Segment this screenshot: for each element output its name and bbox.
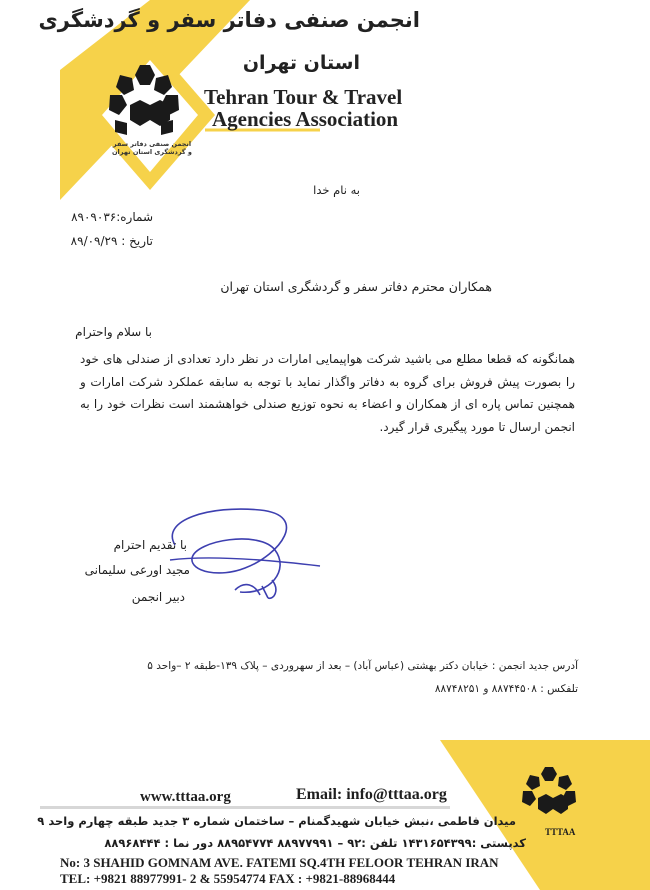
greeting: با سلام واحترام xyxy=(75,325,152,339)
closing: با تقدیم احترام xyxy=(113,538,187,552)
org-name-fa: انجمن صنفی دفاتر سفر و گردشگری xyxy=(38,8,420,32)
logo-caption: انجمن صنفی دفاتر سفر و گردشگری استان تهران xyxy=(112,140,192,156)
invocation: به نام خدا xyxy=(313,183,360,197)
footer-contacts-fa: کدپستی :۱۴۳۱۶۵۴۳۹۹ تلفن :۹۲ – ۸۸۹۷۷۹۹۱ ۸۸۹۵۴۷۷۴ دور نما : ۸۸۹۶۸۴۴۴ xyxy=(104,836,526,850)
signer-title: دبیر انجمن xyxy=(131,590,185,604)
letter-number: شماره:۸۹۰۹۰۳۶ xyxy=(71,210,153,224)
signer-name: مجید اورعی سلیمانی xyxy=(84,563,190,577)
footer-logo-icon xyxy=(515,765,585,825)
footer-website: www.tttaa.org xyxy=(140,789,231,805)
telfax: تلفکس : ۸۸۷۴۴۵۰۸ و ۸۸۷۴۸۲۵۱ xyxy=(434,683,578,695)
footer-email: Email: info@tttaa.org xyxy=(296,786,447,803)
org-name-en-line2: Agencies Association xyxy=(212,107,399,131)
org-name-en-line1: Tehran Tour & Travel xyxy=(204,85,403,109)
province-fa: استان تهران xyxy=(242,52,360,74)
footer-address-en: No: 3 SHAHID GOMNAM AVE. FATEMI SQ.4TH FELOOR TEHRAN IRAN xyxy=(60,855,499,870)
footer-address-fa: میدان فاطمی ،نبش خیابان شهیدگمنام – ساختمان شماره ۳ جدید طبقه چهارم واحد ۹ xyxy=(37,814,516,828)
addressee: همکاران محترم دفاتر سفر و گردشگری استان تهران xyxy=(220,279,492,294)
letter-body: همانگونه که قطعا مطلع می باشید شرکت هواپیمایی امارات در نظر دارد تعدادی از صندلی های خود را بصورت پیش فروش برای گروه به دفاتر واگذار نماید با توجه به سابقه عملکرد شرکت امارات و همچنین تماس پاره ای از همکاران و اعضاء به نحوه توزیع صندلی خواهشمند است نظرات خود را به انجمن ارسال تا مورد پیگیری قرار گیرد. xyxy=(80,352,575,434)
letter-date: تاریخ : ۸۹/۰۹/۲۹ xyxy=(70,234,153,248)
association-logo-icon xyxy=(95,60,205,140)
footer-contacts-en: TEL: +9821 88977991- 2 & 55954774 FAX : +9821-88968444 xyxy=(60,871,396,886)
new-address: آدرس جدید انجمن : خیابان دکتر بهشتی (عباس آباد) – بعد از سهروردی – پلاک ۱۳۹-طبقه ۲ –واحد ۵ xyxy=(147,660,578,672)
footer-logo-text: TTTAA xyxy=(545,827,576,837)
